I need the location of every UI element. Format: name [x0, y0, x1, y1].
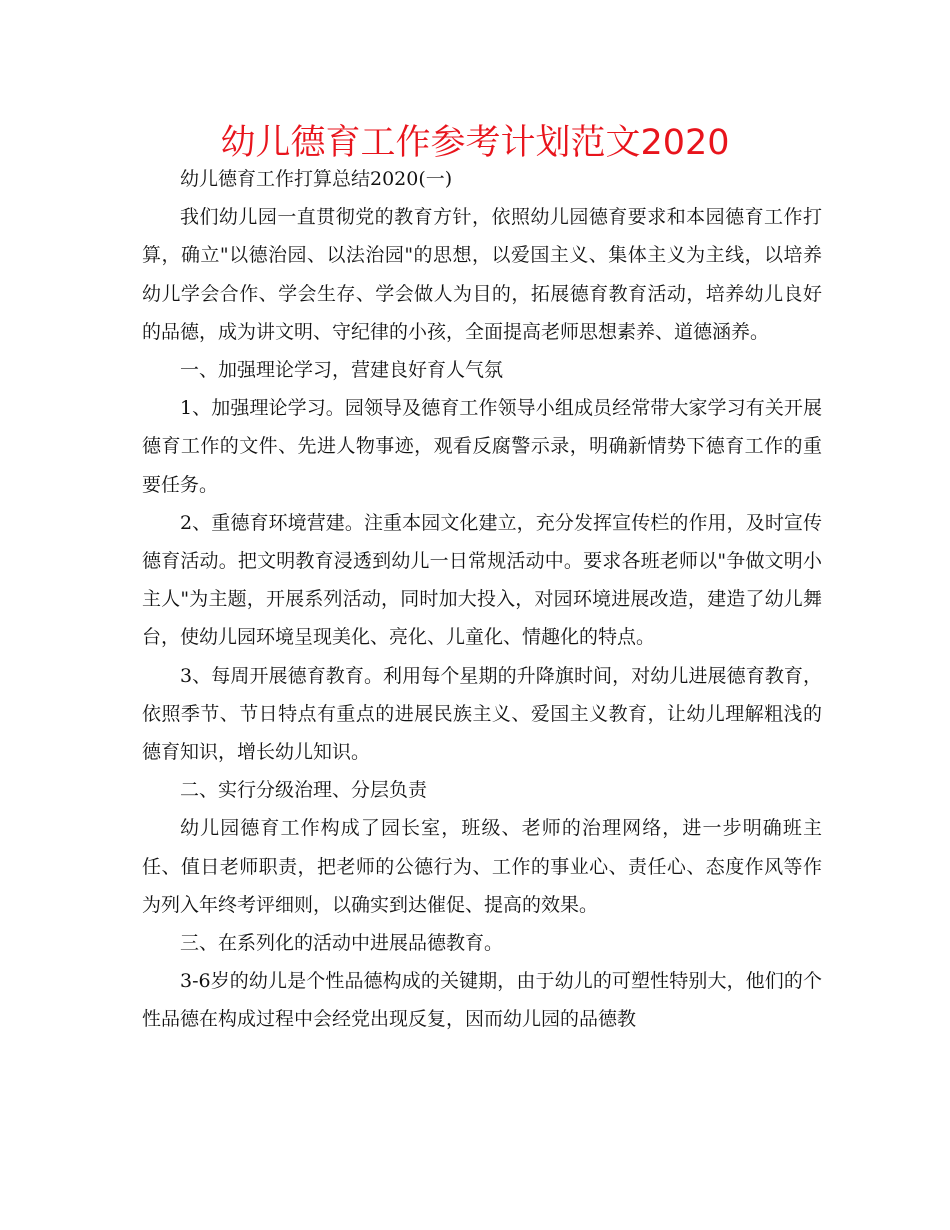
body-paragraph: 幼儿园德育工作构成了园长室，班级、老师的治理网络，进一步明确班主任、值日老师职责，把老师的公德行为、工作的事业心、责任心、态度作风等作为列入年终考评细则，以确实到达催促、提高的效果。: [142, 817, 822, 916]
section-heading: 二、实行分级治理、分层负责: [180, 779, 428, 802]
document-body: [142, 160, 822, 1039]
body-paragraph: 3-6岁的幼儿是个性品德构成的关键期，由于幼儿的可塑性特别大，他们的个性品德在构成过程中会经党出现反复，因而幼儿园的品德教: [142, 970, 822, 1031]
subtitle-paragraph: 幼儿德育工作打算总结2020(一): [180, 168, 453, 190]
body-paragraph: 2、重德育环境营建。注重本园文化建立，充分发挥宣传栏的作用，及时宣传德育活动。把文明教育浸透到幼儿一日常规活动中。要求各班老师以"争做文明小主人"为主题，开展系列活动，同时加大投入，对园环境进展改造，建造了幼儿舞台，使幼儿园环境呈现美化、亮化、儿童化、情趣化的特点。: [142, 511, 822, 649]
document-title: 幼儿德育工作参考计划范文2020: [220, 123, 730, 163]
section-heading: 三、在系列化的活动中进展品德教育。: [180, 932, 504, 955]
body-paragraph: 3、每周开展德育教育。利用每个星期的升降旗时间，对幼儿进展德育教育，依照季节、节日特点有重点的进展民族主义、爱国主义教育，让幼儿理解粗浅的德育知识，增长幼儿知识。: [142, 664, 822, 764]
body-paragraph: 我们幼儿园一直贯彻党的教育方针，依照幼儿园德育要求和本园德育工作打算，确立"以德治园、以法治园"的思想，以爱国主义、集体主义为主线，以培养幼儿学会合作、学会生存、学会做人为目的，拓展德育教育活动，培养幼儿良好的品德，成为讲文明、守纪律的小孩，全面提高老师思想素养、道德涵养。: [142, 206, 822, 343]
section-heading: 一、加强理论学习，营建良好育人气氛: [180, 359, 504, 382]
body-paragraph: 1、加强理论学习。园领导及德育工作领导小组成员经常带大家学习有关开展德育工作的文件、先进人物事迹，观看反腐警示录，明确新情势下德育工作的重要任务。: [142, 397, 822, 496]
